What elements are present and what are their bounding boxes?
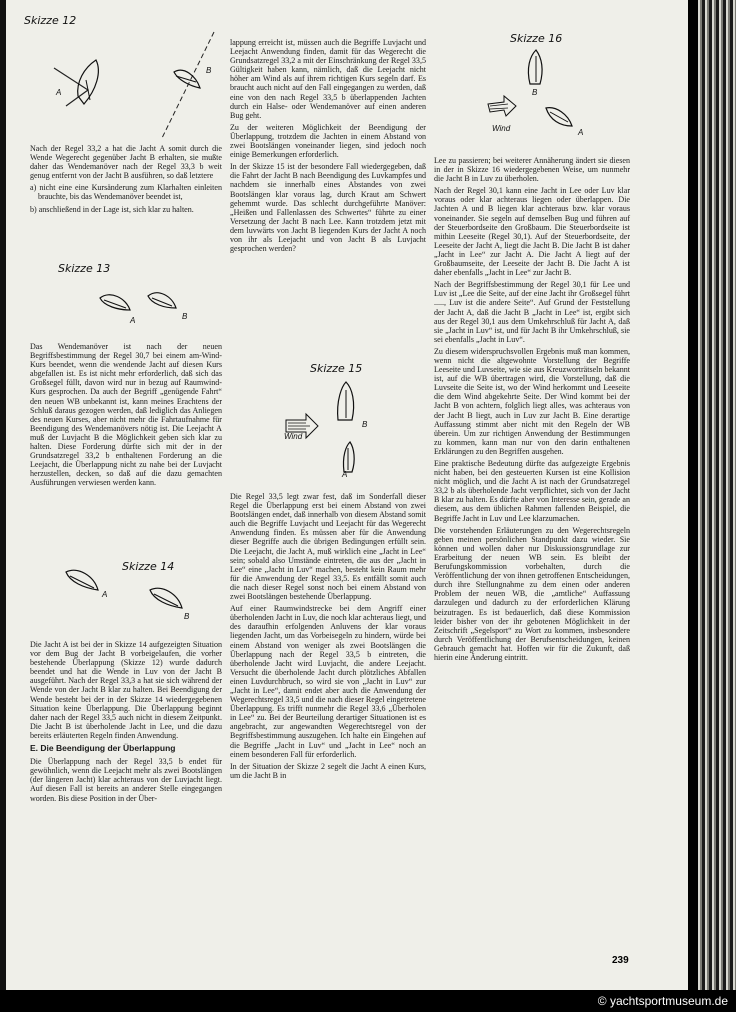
sketch-13-drawing [96, 282, 206, 332]
sketch-16-label-wind: Wind [492, 124, 511, 133]
paragraph: Nach der Regel 33,2 a hat die Jacht A somit durch die Wende Wegerecht gegenüber Jacht B erhalten, sie mußte daher das Wendemanöver nach der Regel 33,3 b weit genug entfernt von der Jacht B ausführen, so daß letztere [30, 144, 222, 181]
sketch-14-title: Skizze 14 [122, 560, 175, 573]
magazine-page [6, 0, 688, 990]
column-1-bottom [30, 640, 222, 806]
sketch-15-title: Skizze 15 [310, 362, 363, 375]
paragraph: Nach der Regel 30,1 kann eine Jacht in Lee oder Luv klar voraus oder klar achteraus liegen oder überlappen. Die Jachten A und B liegen klar achteraus bzw. klar voraus voneinander. Sie segeln auf demselben Bug und führen auf der Steuerbordseite den Großbaum. Die Steuerbordseite ist mithin Leeseite (Regel 30,1). Auf der Steuerbordseite, der Leeseite der Jacht A, liegt die Jacht B. Die Jacht B ist daher „Jacht in Lee“ zur Jacht A. Die Jacht A liegt auf der Großbaumseite, der Leeseite der Jacht B. Die Jacht A ist daher ebenfalls „Jacht in Lee“ zur Jacht B. [434, 186, 630, 278]
paragraph: In der Situation der Skizze 2 segelt die Jacht A einen Kurs, um die Jacht B in [230, 761, 426, 780]
page-number: 239 [612, 955, 629, 966]
sketch-13-label-b: B [182, 312, 188, 321]
paragraph: Das Wendemanöver ist nach der neuen Begriffsbestimmung der Regel 30,7 bei einem am-Wind-Kurs beendet, wenn die wendende Jacht auf diesen Kurs abgefallen ist. Es ist nicht mehr erforderlich, daß sich das Großsegel füllt, davon wird nur in bezug auf Raumwind-Kurs gesprochen. Da auch der Begriff „genügende Fahrt“ den neuen WB unbekannt ist, kann meines Erachtens der Schluß daraus gezogen werden, daß lediglich das Anliegen des neuen Kurses, aber nicht mehr die Fahrtaufnahme für Beendigung des Wendemanövers nötig ist. Die Leejacht A muß der Luvjacht B die Möglichkeit geben sich klar zu halten. Diese Forderung dürfte sich mit der in der Grundsatzregel 33,2 b enthaltenen Forderung an die Leejacht, die Überlappung nicht zu nahe bei der Luvjacht herzustellen, decken, so daß auf die dazu gemachten Ausführungen verwiesen werden kann. [30, 342, 222, 488]
paragraph: Auf einer Raumwindstrecke bei dem Angriff einer überholenden Jacht in Luv, die noch klar achteraus liegt, und des daraufhin erfolgenden Anluvens der klar voraus liegenden Jacht, um das Vorbeisegeln zu hindern, würde bei einem Abstand von weniger als zwei Bootslängen die Überlappung nach der Regel 33,5 b eintreten, die überholende Jacht wird Luvjacht, die andere Leejacht. Versucht die überholende Jacht durch plötzliches Abfallen einen Luvdurchbruch, so wird sie von „Jacht in Luv“ zur „Jacht in Lee“, damit endet aber auch die Anwendung der Wegerechtsregel 33,5 und die nach dieser Regel eingetretene Überlappung. Es trifft nunmehr die Regel 33,6 „Überholen in Lee“ zu. Bei der Beurteilung derartiger Situationen ist es angebracht, zur angewandten Wegerechtsregel von der Begriffsbestimmung auszugehen. Ich halte ein Eingehen auf die Begriffe „Jacht in Luv“ und „Jacht in Lee“ noch an einem besonderen Fall für erforderlich. [230, 604, 426, 759]
paragraph: Lee zu passieren; bei weiterer Annäherung ändert sie diesen in der in Skizze 16 wiedergegebenen Weise, um nunmehr die Jacht B in Luv zu überholen. [434, 156, 630, 184]
paragraph: In der Skizze 15 ist der besondere Fall wiedergegeben, daß die Fahrt der Jacht B nach Beendigung des Luvkampfes und nachdem sie innerhalb eines Abstandes von zwei Bootslängen klar voraus lag, durch Kraut am Schwert gehemmt wurde. Das schlecht durchgeführte Manöver: „Heißen und Fallenlassen des Schwertes“ führte zu einer Versetzung der Jacht B nach Lee. Kann trotzdem jetzt mit dem luvwärts von Jacht B liegenden Kurs der Jacht A noch von ihr als Leejacht und von Jacht B als Luvjacht gesprochen werden? [230, 162, 426, 254]
sketch-16-label-a: A [578, 128, 584, 137]
sketch-12-drawing [26, 20, 236, 140]
sketch-16-title: Skizze 16 [510, 32, 563, 45]
column-2-top [230, 38, 426, 256]
book-spine [688, 0, 736, 990]
paragraph: Eine praktische Bedeutung dürfte das aufgezeigte Ergebnis nicht haben, bei den gesteuerten Kursen ist eine Kollision nicht möglich, und die Jacht A ist nach der Grundsatzregel 33,2 b als überholende Jacht verpflichtet, sich von der Jacht B klar zu halten. Es dürfte aber von Interesse sein, gerade an diesem, aus dem üblichen Rahmen fallenden Beispiel, die Begriffe Jacht in Luv und Lee klarzumachen. [434, 459, 630, 523]
sketch-14-label-b: B [184, 612, 190, 621]
sketch-13-label-a: A [130, 316, 136, 325]
sketch-14-drawing [62, 566, 202, 622]
paragraph: Die Jacht A ist bei der in Skizze 14 aufgezeigten Situation vor dem Bug der Jacht B vorbeigelaufen, die vorher bestehende Überlappung (Skizze 12) wurde dadurch beendet und hat die Wende in Luv von der Jacht B ausgeführt. Nach der Regel 33,3 a hat sie sich während der Wende von der Jacht B klar zu halten. Bei Beendigung der Wende besteht bei der in der Skizze 14 wiedergegebenen Situation keine Überlappung. Die Überlappung beginnt daher nach der Regel 33,5 auch nicht in diesem Zeitpunkt. Die Jacht B ist überholende Jacht in Lee, und die dazu bereits erläuterten Regeln finden Anwendung. [30, 640, 222, 740]
sketch-12-label-a: A [56, 88, 62, 97]
column-1-top [30, 144, 222, 217]
paragraph: Die vorstehenden Erläuterungen zu den Wegerechtsregeln geben meinen persönlichen Standpunkt dazu wieder. Sie können und wollen daher nur Diskussionsgrundlage zur Erarbeitung der neuen WB sein. Es bleibt der Berufungskommission vorbehalten, durch die Veröffentlichung der von ihnen getroffenen Entscheidungen, durch ihre Stellungnahme zu dem einen oder anderen Problem der neuen WB, die „amtliche“ Auffassung darzulegen und dadurch zu der erforderlichen Klärung beizutragen. Es ist bedauerlich, daß diese Kommission leider bisher von der ihr gebotenen Möglichkeit in der Zeitschrift „Segelsport“ zu Wort zu kommen, insbesondere durch Veröffentlichung der Berufsentscheidungen, keinen Gebrauch gemacht hat. Hoffen wir für die Zukunft, daß hierin eine Änderung eintritt. [434, 525, 630, 662]
credit-text: © yachtsportmuseum.de [597, 994, 728, 1008]
paragraph: Die Überlappung nach der Regel 33,5 b endet für gewöhnlich, wenn die Leejacht mehr als zwei Bootslängen (der längeren Jacht) klar achteraus von der Luvjacht liegt. Auf diesen Fall ist bereits an anderer Stelle eingegangen worden. Bis diese Position in der Über- [30, 757, 222, 803]
section-heading: E. Die Beendigung der Überlappung [30, 743, 176, 754]
sketch-14-label-a: A [102, 590, 108, 599]
sketch-15-label-b: B [362, 420, 368, 429]
column-3 [434, 156, 630, 665]
sketch-15-label-a: A [342, 470, 348, 479]
column-2-bottom [230, 492, 426, 783]
list-item-b: b) anschließend in der Lage ist, sich klar zu halten. [30, 204, 194, 214]
sketch-12-title: Skizze 12 [24, 14, 77, 27]
paragraph: Zu diesem widerspruchsvollen Ergebnis muß man kommen, wenn nicht die altgewohnte Vorstellung der Begriffe Leeseite und Luvseite, wie sie aus Kreuzworträtseln bekannt ist, auf die WB übertragen wird, die Vorstellung, daß die Luvseite die Seite ist, wo der Wind herkommt und Leeseite die dem Wind abgekehrte Seite. Der Wind kommt bei der Jacht B von achtern, folglich liegt alles, was achteraus von der Jacht B liegt, auch in Luv zur Jacht B. Eine derartige Auffassung stimmt aber nicht mit den Regeln der WB überein. Um zur richtigen Anwendung der Bestimmungen zu kommen, kann man nur von den darin enthaltenen Erklärungen zu den Begriffen ausgehen. [434, 346, 630, 456]
sketch-12-label-b: B [206, 66, 212, 75]
paragraph: lappung erreicht ist, müssen auch die Begriffe Luvjacht und Leejacht Anwendung finden, damit für das Wegerecht die Grundsatzregel 33,2 a mit der Einschränkung der Regel 33,5 Gültigkeit haben kann, nämlich, daß die Leejacht nicht höher am Wind als auf ihrem richtigen Kurs segeln darf. Es braucht auch nicht auf den Fall eingegangen zu werden, daß eine von den nach Regel 33,5 b überlappenden Jachten durch ein Halse- oder Wendemanöver auf einen anderen Bug geht. [230, 38, 426, 120]
sketch-16-label-b: B [532, 88, 538, 97]
footer-bar [0, 990, 736, 1012]
sketch-13-title: Skizze 13 [58, 262, 111, 275]
column-1-middle [30, 342, 222, 491]
list-item-a: a) nicht eine eine Kursänderung zum Klarhalten einleiten brauchte, bis das Wendemanöver beendet ist, [30, 183, 222, 202]
sketch-15-label-wind: Wind [284, 432, 303, 441]
paragraph: Zu der weiteren Möglichkeit der Beendigung der Überlappung, trotzdem die Jachten in einem Abstand von zwei Bootslängen voneinander liegen, sind jedoch noch einige Bemerkungen erforderlich. [230, 122, 426, 160]
paragraph: Die Regel 33,5 legt zwar fest, daß im Sonderfall dieser Regel die Überlappung erst bei einem Abstand von zwei Bootslängen endet, daß innerhalb von diesem Abstand somit auch die Begriffe Luvjacht und Leejacht für das Wegerecht Anwendung finden. Es müssen aber für die Anwendung dieser Begriffe auch die übrigen Bedingungen erfüllt sein. Die Leejacht, die Jacht A, muß wirklich eine „Jacht in Lee“ sein; sobald also Umstände eintreten, die aus der „Jacht in Lee“ eine „Jacht in Luv“ machen, besteht kein Raum mehr für die Anwendung der Regel 33,5. Es entfällt somit auch die nach dieser Regel sonst noch bei einem Abstand von zwei Bootslängen bestehende Überlappung. [230, 492, 426, 602]
paragraph: Nach der Begriffsbestimmung der Regel 30,1 für Lee und Luv ist „Lee die Seite, auf der eine Jacht ihr Großsegel führt ....., Luv ist die andere Seite“. Auf Grund der Feststellung der Jacht A, daß die Jacht B „Jacht in Lee“ ist, ergibt sich aus der Regel 30,1 aus dem Umkehrschluß für Jacht A, daß sie „Jacht in Luv“ ist, und für Jacht B ihr Umkehrschluß, sie sei ebenfalls „Jacht in Luv“. [434, 280, 630, 344]
